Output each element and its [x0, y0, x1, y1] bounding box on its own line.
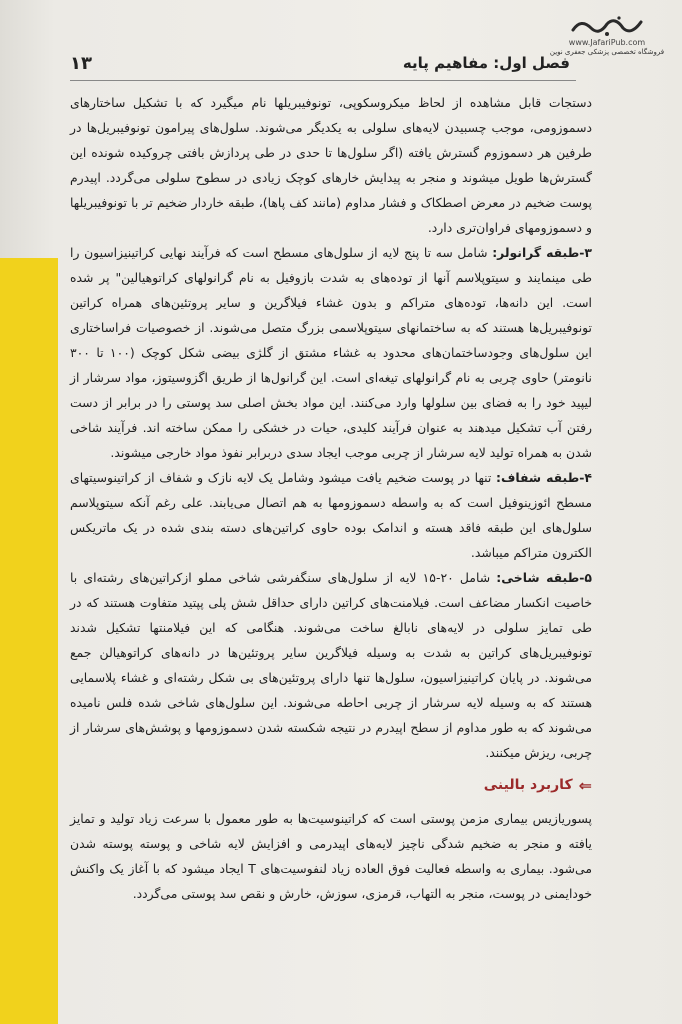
- corneum-layer-paragraph: [70, 565, 592, 765]
- lucid-layer-title: ۴-طبقه شفاف:: [495, 470, 592, 485]
- page-body: [70, 90, 592, 906]
- jafari-logo-icon: [567, 14, 647, 40]
- granular-layer-text: شامل سه تا پنج لایه از سلول‌های مسطح است که فرآیند نهایی کراتینیزاسیون را طی مینمایند و سیتوپلاسم آنها از توده‌های به شدت بازوفیل به نام گرانولهای کراتوهیالین" پر شده است. این دانه‌ها، توده‌های متراکم و بدون غشاء فیلاگرین و سایر پروتئین‌های همراه کراتین تونوفیبریل‌ها هستند که به ساختمانهای سیتوپلاسمی بزرگ متصل می‌شوند. از خصوصیات فراساختاری این سلول‌های وجودساختمان‌های محدود به غشاء مشتق از گلژی بیضی شکل کوچک (۱۰۰ تا ۳۰۰ نانومتر) حاوی چربی به نام گرانولهای تیغه‌ای است. این گرانول‌ها از طریق اگزوسیتوز، مواد سرشار از لیپید خود را به فضای بین سلولها وارد می‌کنند. این مواد بخش اصلی سد پوستی را در برابر از دست رفتن آب تشکیل میدهند به عنوان فرآیند کلیدی، حیات در خشکی را ممکن ساخته اند. فرآیند شاخی شدن به همراه تولید لایه سرشار از چربی موجب ایجاد سدی دربرابر نفوذ مواد خارجی میشوند.: [70, 245, 592, 460]
- chapter-title: فصل اول: مفاهیم پایه: [402, 54, 570, 72]
- clinical-heading-text: کاربرد بالینی: [483, 777, 573, 793]
- clinical-application-heading: [70, 773, 592, 798]
- running-header: [70, 50, 570, 76]
- granular-layer-paragraph: [70, 240, 592, 465]
- corneum-layer-title: ۵-طبقه شاخی:: [496, 570, 592, 585]
- clinical-paragraph: پسوریازیس بیماری مزمن پوستی است که کراتینوسیت‌ها به طور معمول با سرعت زیاد تولید و تمایز یافته و منجر به ضخیم شدگی ناچیز لایه‌های اپیدرمی و افزایش لایه شاخی و پوسته پوسته شدن می‌شود. بیماری به واسطه فعالیت فوق العاده زیاد لنفوسیت‌های T ایجاد میشود که با آغاز یک واکنش خودایمنی در پوست، منجر به التهاب، قرمزی، سوزش، خارش و نقص سد پوستی می‌گردد.: [70, 811, 592, 901]
- intro-paragraph: دستجات قابل مشاهده از لحاظ میکروسکوپی، تونوفیبریلها نام میگیرد که با تشکیل ساختارهای دسموزومی، موجب چسبیدن لایه‌های سلولی به یکدیگر می‌شوند. سلول‌های پیرامون تونوفیبریل‌ها در طرفین هر دسموزوم گسترش یافته (اگر سلول‌ها تا حدی در طی پردازش بافتی چروکیده شونده این گسترش‌ها طویل میشوند و منجر به پیدایش خارهای کوچک زیادی در سطوح سلولی می‌گردد. اپیدرم پوست ضخیم در معرض اصطکاک و فشار مداوم (مانند کف پاها)، طبقه خاردار ضخیم تر با تونوفیبریلها و دسموزومهای فراوان‌تری دارد.: [70, 95, 592, 235]
- lucid-layer-paragraph: [70, 465, 592, 565]
- header-divider: [70, 80, 576, 81]
- page-edge-color-tab: [0, 258, 58, 1024]
- publisher-tagline: فروشگاه تخصصی پزشکی جعفری نوین: [549, 48, 665, 56]
- lucid-layer-text: تنها در پوست ضخیم یافت میشود وشامل یک لایه نازک و شفاف از کراتینوسیتهای مسطح ائوزینوفیل است که به واسطه دسموزومها به هم اتصال می‌یابند. علی رغم آنکه سیتوپلاسم سلول‌های این طبقه فاقد هسته و اندامک بوده حاوی کراتین‌های دسته بندی شده در یک ماتریکس الکترون متراکم میباشد.: [70, 470, 592, 560]
- publisher-site: www.JafariPub.com: [568, 38, 646, 47]
- page-number: ۱۳: [70, 52, 92, 74]
- granular-layer-title: ۳-طبقه گرانولر:: [492, 245, 592, 260]
- double-arrow-icon: ⇐: [578, 776, 592, 795]
- corneum-layer-text: شامل ۲۰-۱۵ لایه از سلول‌های سنگفرشی شاخی مملو ازکراتین‌های رشته‌ای با خاصیت انکسار مضاعف است. فیلامنت‌های کراتین دارای حداقل شش پلی پپتید متفاوت هستند که در طی تمایز سلولی در لایه‌های نابالغ ساخت می‌شوند. هنگامی که این فیلامنتها تشکیل شدند تونوفیبریل‌های کراتین به شدت به وسیله فیلاگرین سایر پروتئین‌ها در دانه‌های کراتوهیالن جمع می‌شوند. در پایان کراتینیزاسیون، سلول‌ها تنها دارای پروتئین‌های بی شکل رشته‌ای و غشاء پلاسمایی هستند که به وسیله لایه سرشار از چربی احاطه می‌شوند. این سلول‌های شاخی شده فلس نامیده می‌شوند که به طور مداوم از سطح اپیدرم در نتیجه شکسته شدن دسموزومها و پوشش‌های سرشار از چربی، ریزش میکنند.: [70, 570, 592, 760]
